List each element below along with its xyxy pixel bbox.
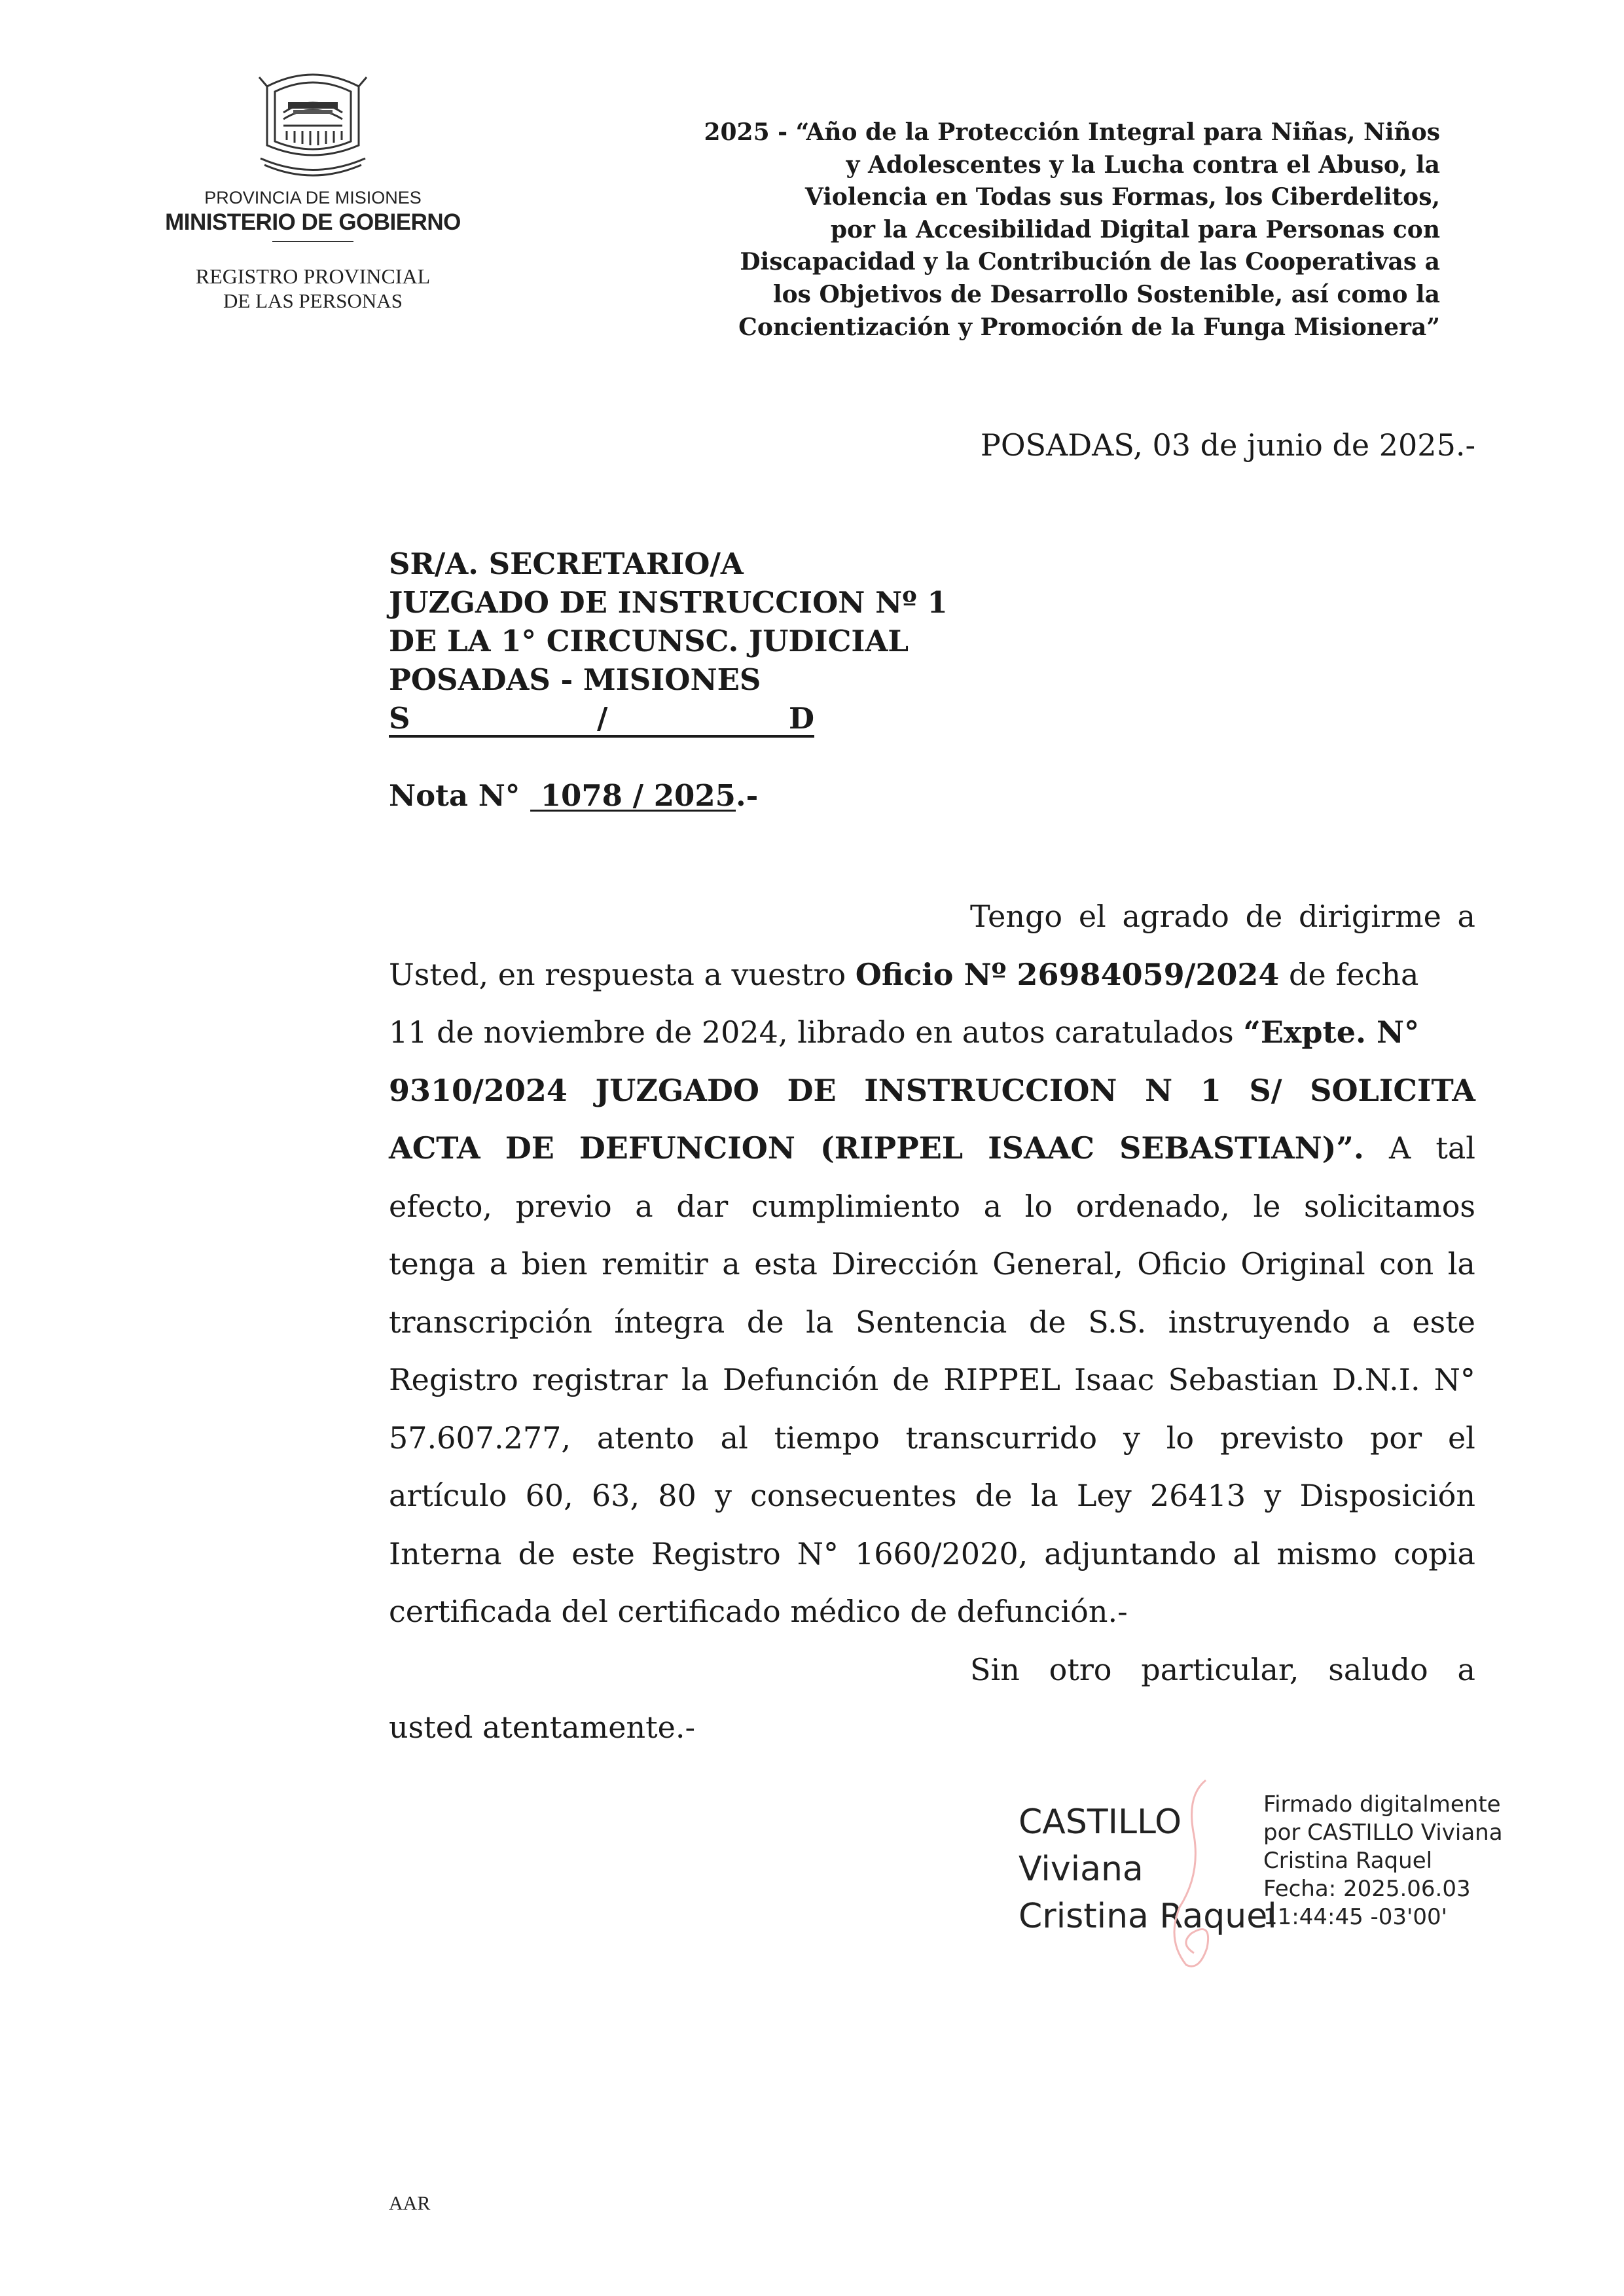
body-line bbox=[389, 1525, 1475, 1583]
body-line bbox=[389, 1062, 1475, 1120]
body-word: esta bbox=[754, 1246, 818, 1282]
signature-detail-line: Firmado digitalmente bbox=[1263, 1791, 1501, 1818]
body-word: (RIPPEL bbox=[820, 1130, 964, 1166]
motto-line: y Adolescentes y la Lucha contra el Abuso, la bbox=[846, 151, 1440, 179]
body-word: DE bbox=[787, 1072, 837, 1108]
body-word: la bbox=[1030, 1478, 1058, 1513]
note-reference bbox=[389, 776, 758, 816]
body-line bbox=[389, 1467, 1475, 1525]
body-word: de bbox=[1245, 899, 1283, 934]
provincial-crest-logo bbox=[247, 67, 378, 179]
body-word: A bbox=[1389, 1130, 1411, 1166]
motto-line: 2025 - “Año de la Protección Integral para Niñas, Niños bbox=[704, 118, 1440, 146]
body-word: JUZGADO bbox=[595, 1072, 759, 1108]
body-word: a bbox=[635, 1188, 653, 1224]
body-word: S/ bbox=[1249, 1072, 1282, 1108]
addressee-line: POSADAS - MISIONES bbox=[389, 662, 761, 697]
typist-initials: AAR bbox=[389, 2193, 431, 2214]
body-word: Sebastian bbox=[1168, 1362, 1318, 1397]
body-word: de bbox=[892, 1362, 929, 1397]
body-word: RIPPEL bbox=[943, 1362, 1060, 1397]
body-word: Registro bbox=[651, 1535, 781, 1571]
body-word: consecuentes bbox=[750, 1478, 957, 1513]
body-word: al bbox=[1233, 1535, 1261, 1571]
motto-line: los Objetivos de Desarrollo Sostenible, así como la bbox=[772, 280, 1440, 308]
body-word: 63, bbox=[591, 1478, 640, 1513]
signer-name bbox=[1019, 1799, 1277, 1940]
body-word: atento bbox=[596, 1420, 695, 1456]
note-label: Nota N° bbox=[389, 778, 531, 813]
body-word: efecto, bbox=[389, 1188, 493, 1224]
addressee-line: SR/A. SECRETARIO/A bbox=[389, 547, 744, 581]
body-word: de bbox=[975, 1478, 1013, 1513]
body-word: por bbox=[1369, 1420, 1422, 1456]
body-line bbox=[389, 1119, 1475, 1177]
signer-name-line: Viviana bbox=[1019, 1850, 1144, 1889]
body-word: la bbox=[681, 1362, 709, 1397]
body-word: N bbox=[1145, 1072, 1173, 1108]
body-word: previsto bbox=[1219, 1420, 1344, 1456]
body-word: tenga bbox=[389, 1246, 476, 1282]
body-word: a bbox=[1372, 1304, 1390, 1340]
body-word: a bbox=[722, 1246, 740, 1282]
sd-s: S bbox=[389, 701, 410, 736]
body-word: copia bbox=[1393, 1535, 1475, 1571]
body-word: 9310/2024 bbox=[389, 1072, 568, 1108]
body-word: transcripción bbox=[389, 1304, 592, 1340]
body-word: a bbox=[1457, 1651, 1475, 1687]
body-word: DEFUNCION bbox=[579, 1130, 795, 1166]
body-word: de bbox=[746, 1304, 784, 1340]
body-word: remitir bbox=[602, 1246, 708, 1282]
signer-name-line: CASTILLO bbox=[1019, 1803, 1182, 1842]
body-word: Isaac bbox=[1074, 1362, 1155, 1397]
signature-detail-line: 11:44:45 -03'00' bbox=[1263, 1904, 1447, 1930]
body-word: 26413 bbox=[1149, 1478, 1246, 1513]
body-word: 57.607.277, bbox=[389, 1420, 571, 1456]
official-year-motto bbox=[576, 117, 1440, 344]
body-word: y bbox=[714, 1478, 732, 1513]
note-suffix: .- bbox=[736, 778, 759, 813]
body-word: Disposición bbox=[1299, 1478, 1475, 1513]
body-text: 11 de noviembre de 2024, librado en autos caratulados bbox=[389, 1014, 1244, 1050]
body-word: Original bbox=[1240, 1246, 1365, 1282]
body-word: al bbox=[720, 1420, 748, 1456]
province-name: PROVINCIA DE MISIONES bbox=[204, 188, 422, 207]
signer-name-line: Cristina Raquel bbox=[1019, 1897, 1277, 1936]
ministry-divider bbox=[272, 241, 353, 242]
sd-d: D bbox=[788, 701, 814, 736]
oficio-number: Oficio Nº 26984059/2024 bbox=[855, 956, 1280, 992]
body-word: 1 bbox=[1200, 1072, 1221, 1108]
body-word: SOLICITA bbox=[1310, 1072, 1475, 1108]
ministry-heading bbox=[151, 187, 475, 237]
body-word: artículo bbox=[389, 1478, 507, 1513]
body-word: de bbox=[518, 1535, 556, 1571]
body-line bbox=[389, 1235, 1475, 1293]
registry-line-1: REGISTRO PROVINCIAL bbox=[195, 264, 431, 288]
addressee-block bbox=[389, 545, 948, 738]
body-word: ordenado, bbox=[1075, 1188, 1230, 1224]
body-line bbox=[389, 1003, 1475, 1062]
letter-body bbox=[389, 888, 1475, 1757]
body-word: saludo bbox=[1328, 1651, 1428, 1687]
body-word: 1660/2020, bbox=[854, 1535, 1028, 1571]
su-despacho-line bbox=[389, 699, 814, 738]
body-word: a bbox=[1457, 899, 1475, 934]
body-text: de fecha bbox=[1279, 956, 1419, 992]
body-line bbox=[389, 1351, 1475, 1409]
body-word: ACTA bbox=[389, 1130, 480, 1166]
registry-line-2: DE LAS PERSONAS bbox=[223, 289, 403, 312]
body-line bbox=[389, 946, 1475, 1004]
addressee-line: JUZGADO DE INSTRUCCION Nº 1 bbox=[389, 585, 948, 620]
body-word: Sentencia bbox=[855, 1304, 1007, 1340]
body-word: Oficio bbox=[1137, 1246, 1227, 1282]
signature-detail-line: Cristina Raquel bbox=[1263, 1848, 1433, 1874]
addressee-line: DE LA 1° CIRCUNSC. JUDICIAL bbox=[389, 624, 909, 658]
body-line bbox=[389, 1641, 1475, 1699]
body-word: le bbox=[1253, 1188, 1281, 1224]
body-word: agrado bbox=[1122, 899, 1229, 934]
ministry-name: MINISTERIO DE GOBIERNO bbox=[165, 209, 461, 235]
digital-signature-mark bbox=[1160, 1776, 1225, 1973]
body-word: el bbox=[1447, 1420, 1475, 1456]
body-word: General, bbox=[992, 1246, 1123, 1282]
signature-detail-line: Fecha: 2025.06.03 bbox=[1263, 1876, 1471, 1902]
body-word: particular, bbox=[1141, 1651, 1299, 1687]
body-word: N° bbox=[797, 1535, 839, 1571]
body-word: el bbox=[1078, 899, 1106, 934]
body-word: íntegra bbox=[614, 1304, 725, 1340]
body-word: previo bbox=[515, 1188, 612, 1224]
body-word: 60, bbox=[525, 1478, 573, 1513]
body-word: S.S. bbox=[1088, 1304, 1147, 1340]
body-word: solicitamos bbox=[1303, 1188, 1475, 1224]
signature-details bbox=[1263, 1791, 1503, 1931]
sd-slash: / bbox=[597, 701, 608, 736]
body-word: a bbox=[489, 1246, 508, 1282]
body-line bbox=[389, 1293, 1475, 1352]
body-word: dirigirme bbox=[1298, 899, 1441, 934]
body-word: de bbox=[1028, 1304, 1066, 1340]
motto-line: Discapacidad y la Contribución de las Cooperativas a bbox=[740, 248, 1440, 276]
body-word: dar bbox=[676, 1188, 729, 1224]
body-word: a bbox=[983, 1188, 1002, 1224]
body-word: Defunción bbox=[723, 1362, 879, 1397]
body-word: D.N.I. bbox=[1332, 1362, 1420, 1397]
body-word: Registro bbox=[389, 1362, 518, 1397]
body-word: Interna bbox=[389, 1535, 502, 1571]
registry-heading bbox=[151, 264, 475, 313]
body-word: otro bbox=[1049, 1651, 1112, 1687]
body-line bbox=[389, 1409, 1475, 1467]
body-word: tal bbox=[1435, 1130, 1475, 1166]
body-word: transcurrido bbox=[905, 1420, 1098, 1456]
motto-line: Violencia en Todas sus Formas, los Ciberdelitos, bbox=[804, 183, 1440, 211]
body-word: Tengo bbox=[970, 899, 1063, 934]
body-word: Dirección bbox=[831, 1246, 979, 1282]
note-number: 1078 / 2025 bbox=[530, 778, 736, 813]
body-word: adjuntando bbox=[1044, 1535, 1217, 1571]
body-word: tiempo bbox=[774, 1420, 880, 1456]
body-line bbox=[389, 1177, 1475, 1236]
body-line bbox=[389, 888, 1475, 946]
body-word: la bbox=[806, 1304, 834, 1340]
body-word: lo bbox=[1166, 1420, 1195, 1456]
body-word: lo bbox=[1024, 1188, 1053, 1224]
case-title-start: “Expte. N° bbox=[1243, 1014, 1420, 1050]
motto-line: Concientización y Promoción de la Funga Misionera” bbox=[738, 313, 1440, 341]
body-text: Usted, en respuesta a vuestro bbox=[389, 956, 856, 992]
body-word: con bbox=[1379, 1246, 1434, 1282]
body-word: INSTRUCCION bbox=[864, 1072, 1117, 1108]
body-word: N° bbox=[1434, 1362, 1475, 1397]
body-word: este bbox=[1412, 1304, 1475, 1340]
body-word: y bbox=[1264, 1478, 1282, 1513]
body-word: ISAAC bbox=[988, 1130, 1094, 1166]
body-word: SEBASTIAN)”. bbox=[1119, 1130, 1364, 1166]
body-word: cumplimiento bbox=[751, 1188, 961, 1224]
body-word: este bbox=[571, 1535, 635, 1571]
body-word: la bbox=[1447, 1246, 1475, 1282]
body-line: usted atentamente.- bbox=[389, 1710, 696, 1745]
body-word: 80 bbox=[658, 1478, 696, 1513]
body-word: y bbox=[1123, 1420, 1140, 1456]
body-word: mismo bbox=[1276, 1535, 1377, 1571]
body-line: certificada del certificado médico de defunción.- bbox=[389, 1594, 1128, 1629]
document-date: POSADAS, 03 de junio de 2025.- bbox=[980, 427, 1475, 463]
body-word: Ley bbox=[1076, 1478, 1132, 1513]
body-word: Sin bbox=[970, 1651, 1020, 1687]
body-word: registrar bbox=[532, 1362, 668, 1397]
signature-detail-line: por CASTILLO Viviana bbox=[1263, 1820, 1503, 1846]
body-word: bien bbox=[521, 1246, 588, 1282]
body-word: instruyendo bbox=[1168, 1304, 1350, 1340]
motto-line: por la Accesibilidad Digital para Personas con bbox=[830, 215, 1440, 243]
body-word: DE bbox=[505, 1130, 554, 1166]
